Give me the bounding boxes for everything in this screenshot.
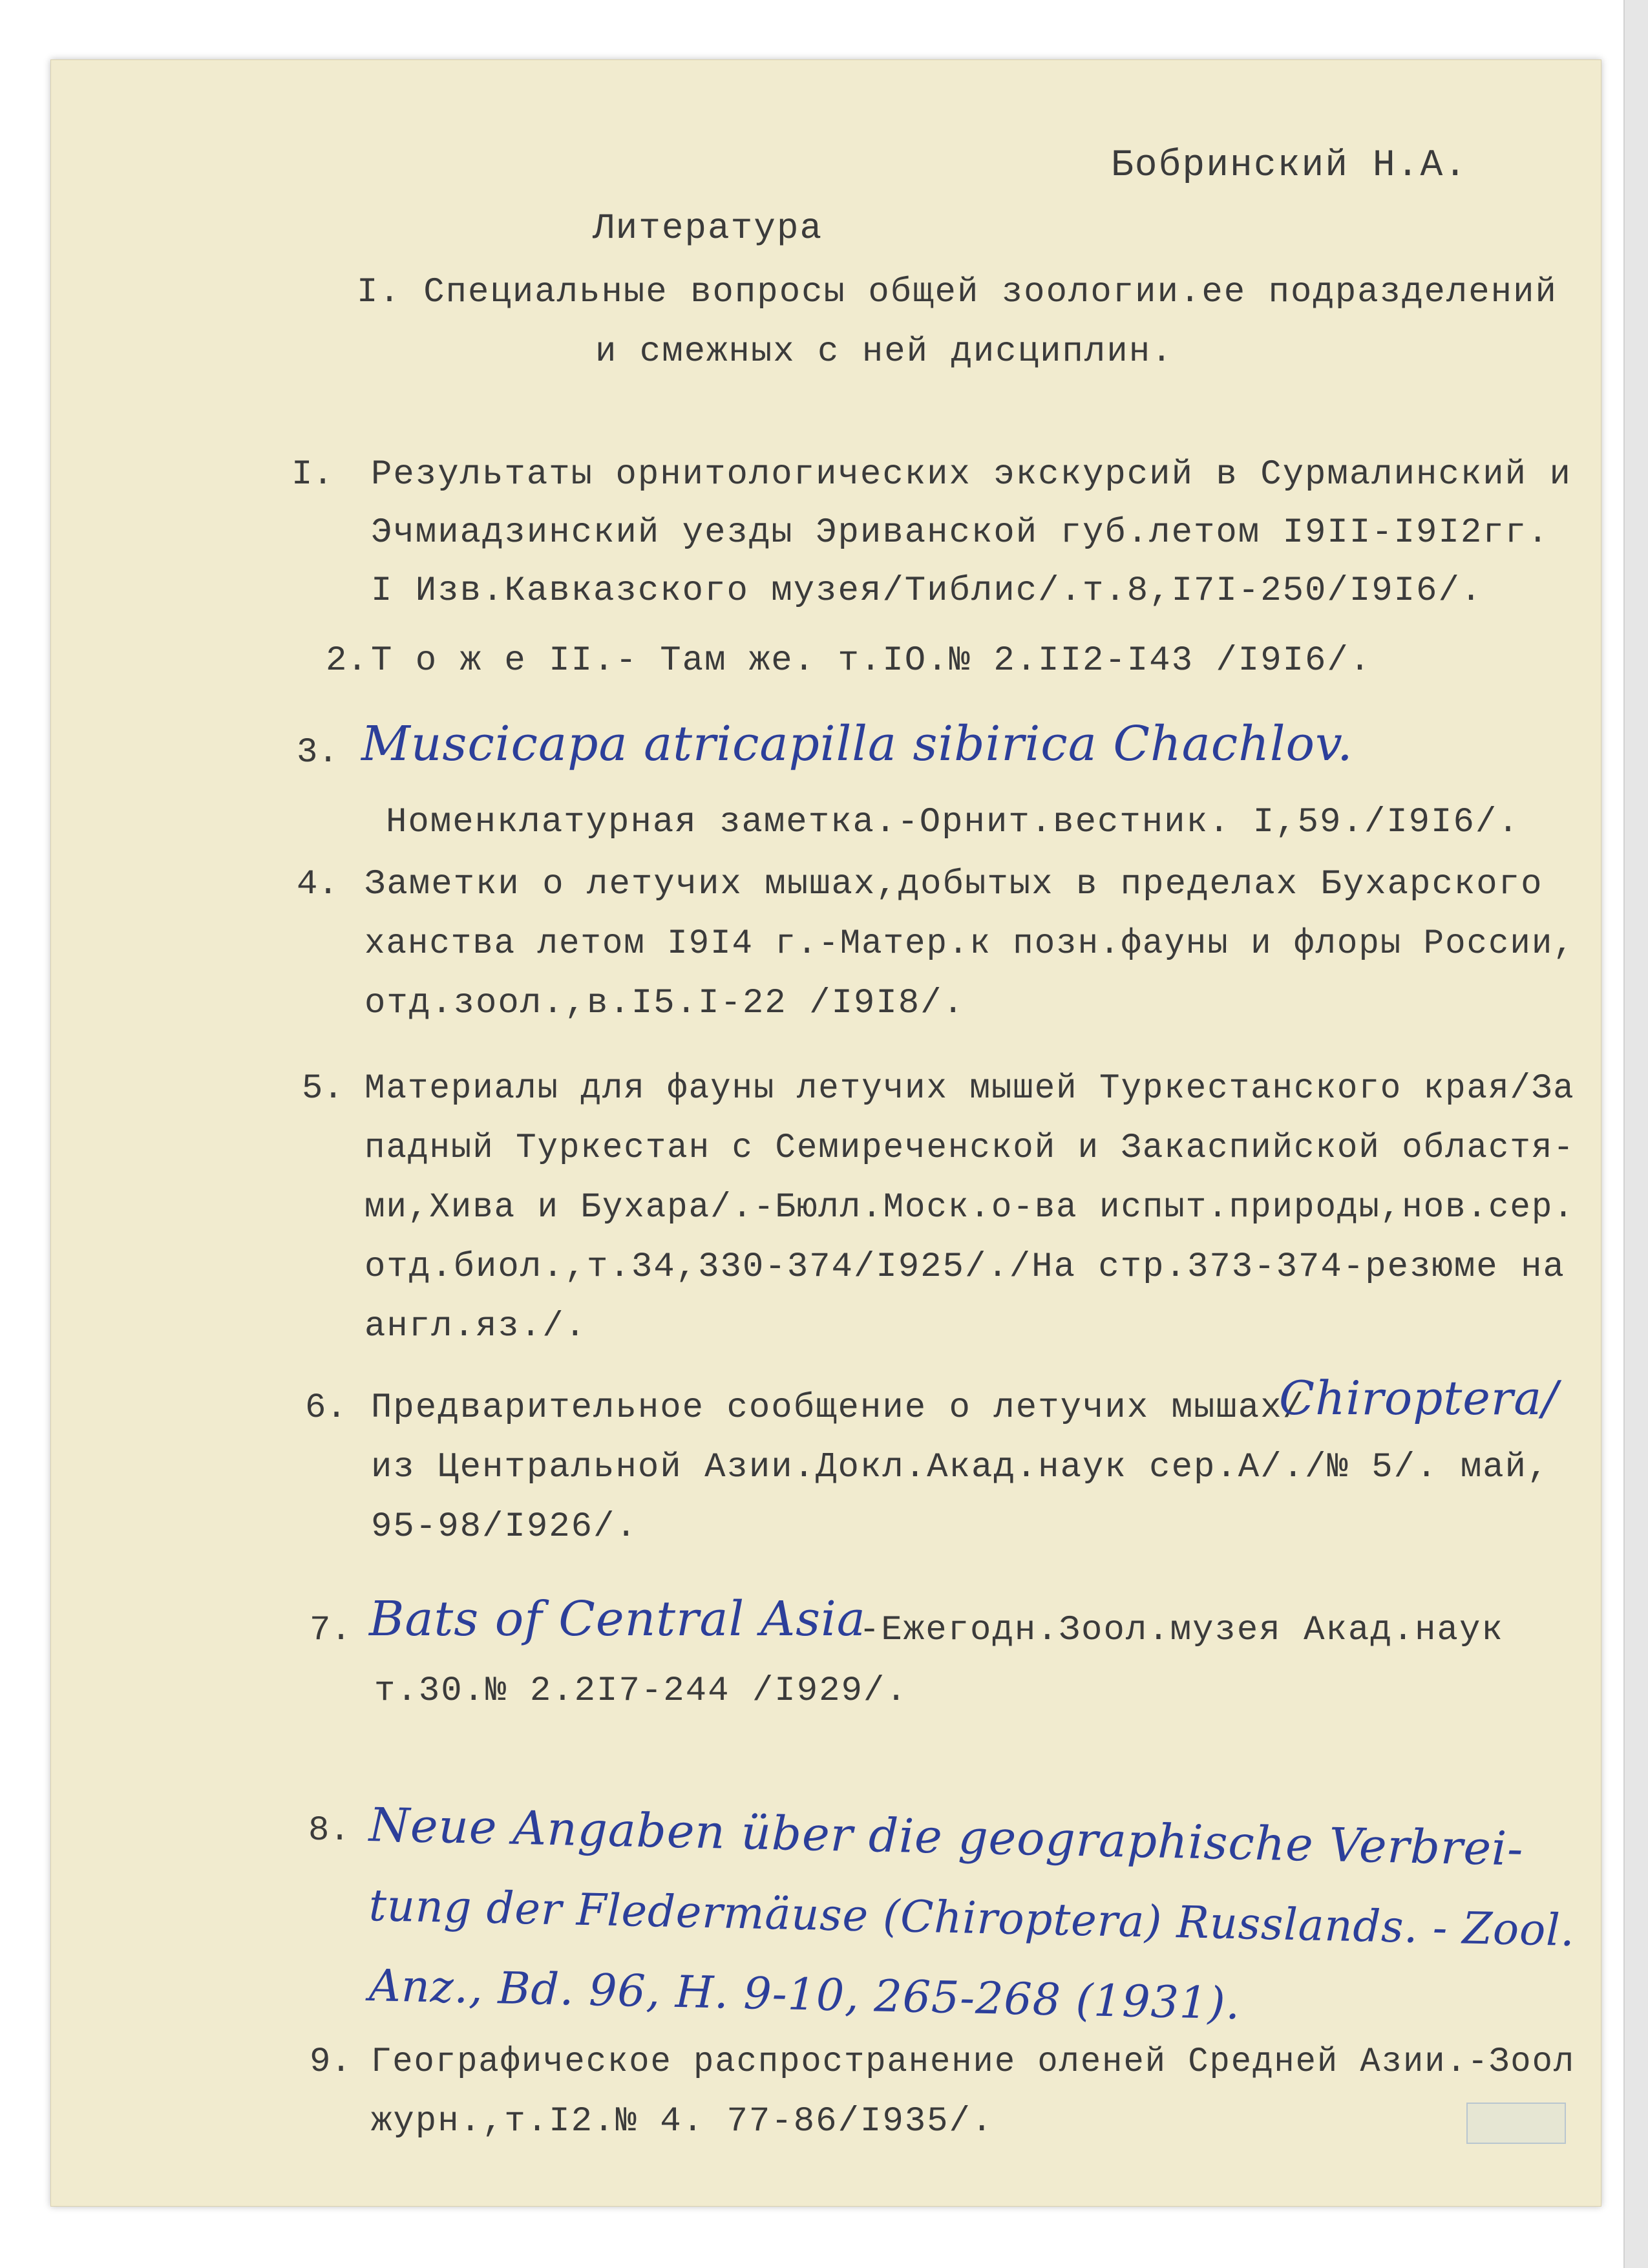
scanner-edge [1623,0,1648,2268]
entry-7-number: 7. [310,1611,352,1650]
entry-2-number: 2. [326,641,368,681]
entry-6-number: 6. [305,1388,347,1428]
faint-stamp-mark [1466,2103,1566,2144]
author-name: Бобринский Н.А. [1111,145,1468,187]
document-page [50,59,1601,2207]
entry-1-line3: I Изв.Кавказского музея/Тиблис/.т.8,I7I-250/I9I6/. [371,571,1483,611]
entry-8-handwritten-line3: Anz., Bd. 96, H. 9-10, 265-268 (1931). [368,1960,1241,2030]
entry-5-line3: ми,Хива и Бухара/.-Бюлл.Моск.о-ва испыт.природы,нов.сер. [364,1188,1575,1227]
entry-9-line2: журн.,т.I2.№ 4. 77-86/I935/. [371,2102,994,2141]
entry-4-line1: Заметки о летучих мышах,добытых в пределах Бухарского [364,865,1543,904]
entry-6-handwritten-term: Chiroptera/ [1279,1371,1559,1425]
entry-1-line1: Результаты орнитологических экскурсий в Сурмалинский и [371,455,1572,494]
entry-1-number: I. [291,455,333,494]
page-title: Литература [593,207,823,249]
entry-9-number: 9. [310,2042,352,2082]
entry-7-line2: т.30.№ 2.2I7-244 /I929/. [374,1671,908,1711]
entry-4-line3: отд.зоол.,в.I5.I-22 /I9I8/. [364,984,965,1023]
entry-7-handwritten-title: Bats of Central Asia [369,1591,866,1647]
entry-7-line1-suffix: -Ежегодн.Зоол.музея Акад.наук [859,1611,1504,1650]
entry-3-handwritten-title: Muscicapa atricapilla sibirica Chachlov. [361,716,1353,772]
entry-8-handwritten-line2: tung der Fledermäuse (Chiroptera) Russlands. - Zool. [368,1880,1576,1957]
entry-6-line2: из Центральной Азии.Докл.Акад.наук сер.А/./№ 5/. май, [371,1448,1550,1487]
entry-3-line1: Номенклатурная заметка.-Орнит.вестник. I,59./I9I6/. [386,803,1520,842]
entry-5-number: 5. [302,1069,344,1108]
entry-1-line2: Эчмиадзинский уезды Эриванской губ.летом I9II-I9I2гг. [371,513,1550,553]
entry-8-handwritten-line1: Neue Angaben über die geographische Verbrei- [368,1797,1525,1876]
entry-5-line4: отд.биол.,т.34,330-374/I925/./На стр.373-374-резюме на [364,1247,1565,1287]
section-heading-line1: I. Специальные вопросы общей зоологии.ее подразделений [357,273,1558,312]
entry-4-number: 4. [297,865,339,904]
entry-2-line1: Т о ж е II.- Там же. т.IO.№ 2.II2-I43 /I9I6/. [371,641,1372,681]
entry-9-line1: Географическое распространение оленей Средней Азии.-Зоол [371,2042,1576,2082]
entry-6-line3: 95-98/I926/. [371,1507,638,1547]
entry-3-number: 3. [297,733,339,772]
entry-6-line1-prefix: Предварительное сообщение о летучих мышах/ [371,1388,1305,1428]
entry-4-line2: ханства летом I9I4 г.-Матер.к позн.фауны и флоры России, [364,924,1575,964]
entry-5-line1: Материалы для фауны летучих мышей Туркестанского края/За [364,1069,1575,1108]
section-heading-line2: и смежных с ней дисциплин. [595,332,1174,372]
entry-5-line2: падный Туркестан с Семиреченской и Закаспийской областя- [364,1129,1575,1168]
entry-8-number: 8. [308,1811,350,1850]
entry-5-line5: англ.яз./. [364,1307,587,1346]
